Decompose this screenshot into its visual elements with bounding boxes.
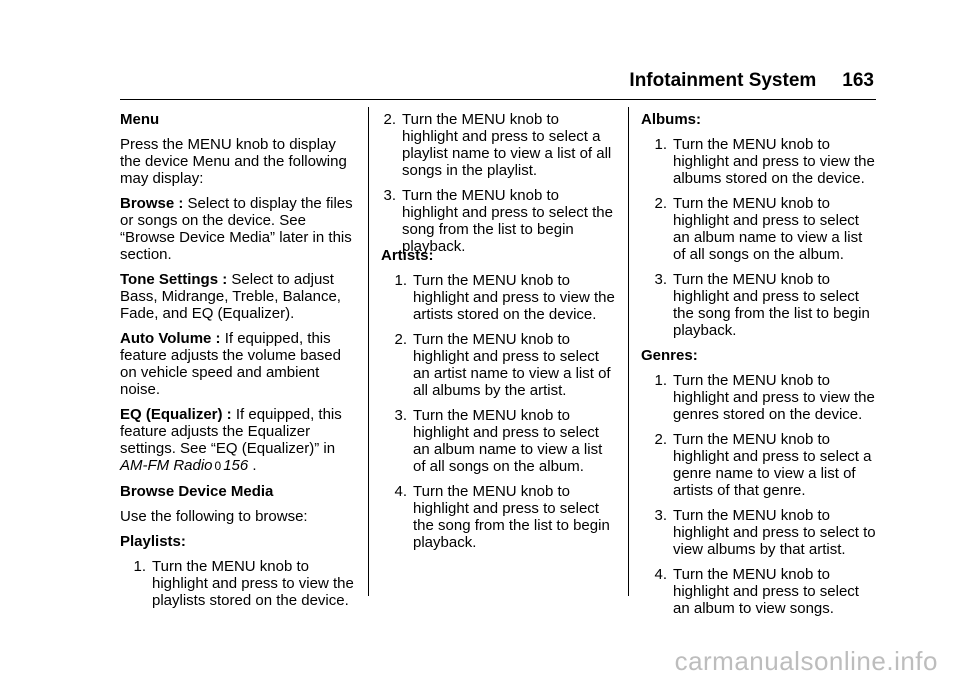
column-divider <box>628 107 629 596</box>
list-item <box>381 272 617 323</box>
step-text: Turn the MENU knob to highlight and press to select an album name to view a list of all songs on the album. <box>673 195 863 263</box>
step-number: 3. <box>654 271 667 288</box>
menu-item-term: Tone Settings : <box>120 271 228 288</box>
column-1 <box>120 111 358 617</box>
section-title: Infotainment System <box>629 70 817 91</box>
step-number: 1. <box>654 372 667 389</box>
watermark: carmanualsonline.info <box>674 646 938 676</box>
step-number: 3. <box>383 187 396 204</box>
menu-item-browse <box>120 195 358 263</box>
step-number: 1. <box>654 136 667 153</box>
menu-item-term: Auto Volume : <box>120 330 221 347</box>
column-divider <box>368 107 369 596</box>
step-text: Turn the MENU knob to highlight and press to select a genre name to view a list of artists of that genre. <box>673 431 872 499</box>
menu-item-auto-volume <box>120 330 358 398</box>
list-item <box>381 331 617 399</box>
step-number: 2. <box>383 111 396 128</box>
artists-heading: Artists: <box>381 247 434 264</box>
step-number: 1. <box>133 558 146 575</box>
step-number: 4. <box>654 566 667 583</box>
menu-item-term: Browse : <box>120 195 184 212</box>
menu-item-eq <box>120 406 358 475</box>
menu-intro: Press the MENU knob to display the device Menu and the following may display: <box>120 136 347 187</box>
page-header <box>629 72 874 89</box>
menu-item-desc: If equipped, this feature adjusts the Equalizer settings. See “EQ (Equalizer)” in <box>120 406 342 457</box>
step-number: 4. <box>394 483 407 500</box>
step-number: 3. <box>394 407 407 424</box>
step-number: 3. <box>654 507 667 524</box>
cross-reference-page[interactable]: 156 <box>223 457 249 474</box>
step-number: 2. <box>394 331 407 348</box>
step-number: 2. <box>654 431 667 448</box>
step-number: 2. <box>654 195 667 212</box>
step-text: Turn the MENU knob to highlight and press to select an artist name to view a list of all albums by the artist. <box>413 331 611 399</box>
playlists-heading: Playlists: <box>120 533 186 550</box>
step-number: 1. <box>394 272 407 289</box>
sentence-end: . <box>248 457 257 474</box>
menu-item-desc: Select to adjust Bass, Midrange, Treble, Balance, Fade, and EQ (Equalizer). <box>120 271 341 322</box>
column-3 <box>641 111 877 625</box>
cross-reference-title[interactable]: AM-FM Radio <box>120 457 213 474</box>
page-number: 163 <box>842 70 874 91</box>
artists-section <box>381 247 617 559</box>
step-text: Turn the MENU knob to highlight and press to select the song from the list to begin playback. <box>402 187 613 255</box>
step-text: Turn the MENU knob to highlight and press to select to view albums by that artist. <box>673 507 876 558</box>
list-item <box>641 271 877 339</box>
menu-item-tone-settings <box>120 271 358 322</box>
list-item <box>641 431 877 499</box>
step-text: Turn the MENU knob to highlight and press to select an album to view songs. <box>673 566 859 617</box>
step-text: Turn the MENU knob to highlight and press to select the song from the list to begin playback. <box>673 271 870 339</box>
menu-item-desc: Select to display the files or songs on the device. See “Browse Device Media” later in this section. <box>120 195 353 263</box>
genres-heading: Genres: <box>641 347 698 364</box>
step-text: Turn the MENU knob to highlight and press to select the song from the list to begin playback. <box>413 483 610 551</box>
list-item <box>381 483 617 551</box>
albums-heading: Albums: <box>641 111 701 128</box>
menu-heading: Menu <box>120 111 160 128</box>
list-item <box>381 407 617 475</box>
list-item <box>641 507 877 558</box>
page-reference-icon: 0 <box>214 459 222 473</box>
menu-item-desc: If equipped, this feature adjusts the volume based on vehicle speed and ambient noise. <box>120 330 341 398</box>
column-2 <box>381 111 617 263</box>
menu-item-term: EQ (Equalizer) : <box>120 406 232 423</box>
list-item <box>381 111 617 179</box>
browse-heading: Browse Device Media <box>120 483 274 500</box>
list-item <box>641 372 877 423</box>
header-rule <box>120 99 876 100</box>
list-item <box>641 195 877 263</box>
browse-intro: Use the following to browse: <box>120 508 308 525</box>
list-item <box>120 558 358 609</box>
list-item <box>641 566 877 617</box>
step-text: Turn the MENU knob to highlight and press to view the playlists stored on the device. <box>152 558 354 609</box>
list-item <box>381 187 617 255</box>
step-text: Turn the MENU knob to highlight and press to view the artists stored on the device. <box>413 272 615 323</box>
list-item <box>641 136 877 187</box>
step-text: Turn the MENU knob to highlight and press to view the albums stored on the device. <box>673 136 875 187</box>
step-text: Turn the MENU knob to highlight and press to select a playlist name to view a list of all songs in the playlist. <box>402 111 612 179</box>
step-text: Turn the MENU knob to highlight and press to select an album name to view a list of all songs on the album. <box>413 407 603 475</box>
step-text: Turn the MENU knob to highlight and press to view the genres stored on the device. <box>673 372 875 423</box>
